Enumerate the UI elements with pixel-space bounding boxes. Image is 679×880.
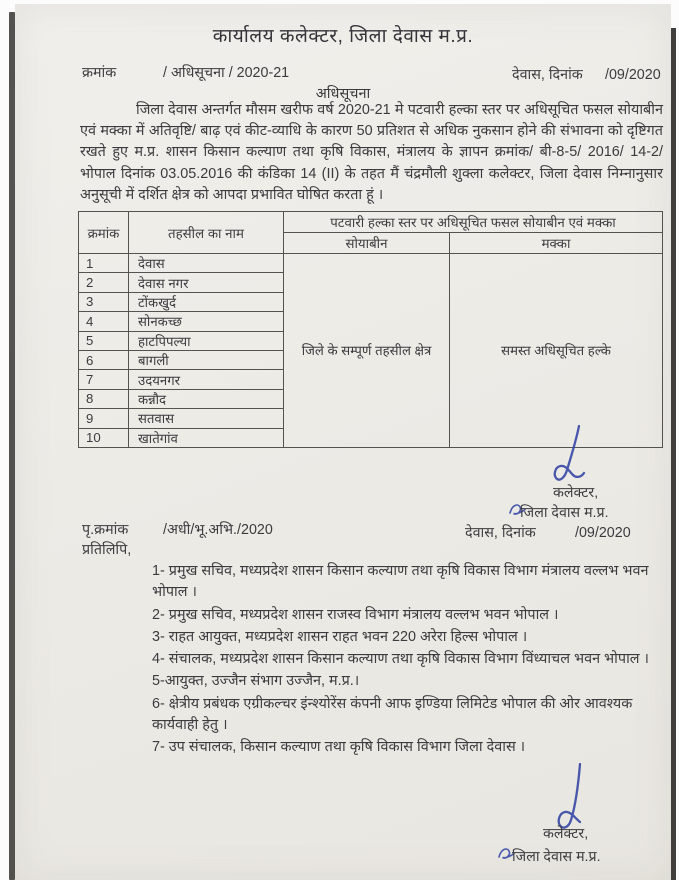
copy-list-item: 6- क्षेत्रीय प्रबंधक एग्रीकल्चर इंन्श्योरेंस कंपनी आफ इण्डिया लिमिटेड भोपाल की ओर आवश्यक कार्यवाही हेतु । — [152, 695, 633, 734]
copy-list-item: 1- प्रमुख सचिव, मध्यप्रदेश शासन किसान कल्याण तथा कृषि विकास विभाग मंत्रालय वल्लभ भवन भोपाल । — [152, 563, 649, 601]
soyabean-merged-cell: जिले के सम्पूर्ण तहसील क्षेत्र — [284, 254, 450, 448]
col-header-serial: क्रमांक — [79, 212, 129, 254]
ref-date: /09/2020 — [605, 67, 661, 83]
endorsement-place-date-label: देवास, दिनांक — [465, 525, 536, 541]
col-header-soyabean: सोयाबीन — [284, 233, 450, 254]
endorsement-number-value: /अधी/भू.अभि./2020 — [163, 522, 273, 538]
tehsil-cell: बागली — [129, 350, 284, 369]
copy-list-item: 3- राहत आयुक्त, मध्यप्रदेश शासन राहत भवन 220 अरेरा हिल्स भोपाल । — [152, 628, 528, 645]
notification-heading: अधिसूचना — [315, 86, 371, 102]
serial-cell: 10 — [79, 428, 129, 447]
tehsil-cell: सोनकच्छ — [129, 312, 284, 331]
endorsement-number-label: पृ.क्रमांक — [82, 522, 129, 538]
serial-cell: 9 — [79, 409, 129, 428]
serial-cell: 5 — [79, 331, 129, 350]
schedule-table — [78, 211, 663, 448]
scan-edge-right — [671, 28, 676, 880]
serial-cell: 8 — [79, 389, 129, 408]
notification-body: जिला देवास अन्तर्गत मौसम खरीफ वर्ष 2020-21 मे पटवारी हल्का स्तर पर अधिसूचित फसल सोयाबीन एवं मक्का में अतिवृष्टि/ बाढ़ एवं कीट-व्याधि के कारण 50 प्रतिशत से अधिक नुकसान होने की संभावना को दृष्टिगत रखते हुए म.प्र. शासन किसान कल्याण तथा कृषि विकास, मंत्रालय के ज्ञापन क्रमांक/ बी-8-5/ 2016/ 14-2/ भोपाल दिनांक 03.05.2016 की कंडिका 14 (II) के तहत मैं चंद्रमौली शुक्ला कलेक्टर, जिला देवास निम्नानुसार अनुसूची में दर्शित क्षेत्र को आपदा प्रभावित घोषित करता हूं । — [80, 102, 663, 203]
copy-distribution-list — [152, 561, 658, 760]
place-date-label: देवास, दिनांक — [512, 67, 583, 83]
serial-cell: 1 — [79, 254, 129, 273]
table-header-row-1 — [79, 212, 663, 233]
table-row — [79, 254, 663, 273]
collector-signature-scribble-top — [548, 424, 596, 488]
tehsil-cell: देवास — [129, 254, 284, 273]
office-title: कार्यालय कलेक्टर, जिला देवास म.प्र. — [212, 26, 474, 47]
tehsil-cell: सतवास — [129, 409, 284, 428]
signature-office-bottom: जिला देवास म.प्र. — [512, 849, 601, 865]
ref-number-value: / अधिसूचना / 2020-21 — [163, 65, 290, 81]
ref-number-label: क्रमांक — [82, 65, 117, 81]
maize-merged-cell: समस्त अधिसूचित हल्के — [450, 254, 663, 448]
serial-cell: 3 — [79, 292, 129, 311]
col-header-crops-group: पटवारी हल्का स्तर पर अधिसूचित फसल सोयाबीन एवं मक्का — [284, 212, 663, 233]
tehsil-cell: उदयनगर — [129, 370, 284, 389]
document-page — [15, 4, 671, 880]
serial-cell: 7 — [79, 370, 129, 389]
col-header-maize: मक्का — [450, 233, 663, 254]
tehsil-cell: हाटपिपल्या — [129, 331, 284, 350]
col-header-tehsil: तहसील का नाम — [129, 212, 284, 254]
signature-designation-top: कलेक्टर, — [553, 485, 599, 501]
copy-list-item: 5-आयुक्त, उज्जैन संभाग उज्जैन, म.प्र.। — [152, 673, 360, 690]
signature-office-top: जिला देवास म.प्र. — [520, 505, 609, 521]
copy-list-item: 4- संचालक, मध्यप्रदेश शासन किसान कल्याण तथा कृषि विकास विभाग विंध्याचल भवन भोपाल । — [152, 651, 650, 668]
tehsil-cell: टोंकखुर्द — [129, 292, 284, 311]
serial-cell: 2 — [79, 273, 129, 292]
tehsil-cell: देवास नगर — [129, 273, 284, 292]
copy-list-item: 7- उप संचालक, किसान कल्याण तथा कृषि विकास विभाग जिला देवास । — [152, 739, 526, 756]
serial-cell: 4 — [79, 312, 129, 331]
signature-designation-bottom: कलेक्टर, — [543, 826, 589, 842]
copy-list-item: 2- प्रमुख सचिव, मध्यप्रदेश शासन राजस्व विभाग मंत्रालय वल्लभ भवन भोपाल । — [152, 606, 559, 623]
serial-cell: 6 — [79, 350, 129, 369]
endorsement-date: /09/2020 — [575, 525, 631, 541]
tehsil-cell: खातेगांव — [129, 428, 284, 447]
copy-to-label: प्रतिलिपि, — [82, 542, 132, 558]
tehsil-cell: कन्नौद — [129, 389, 284, 408]
